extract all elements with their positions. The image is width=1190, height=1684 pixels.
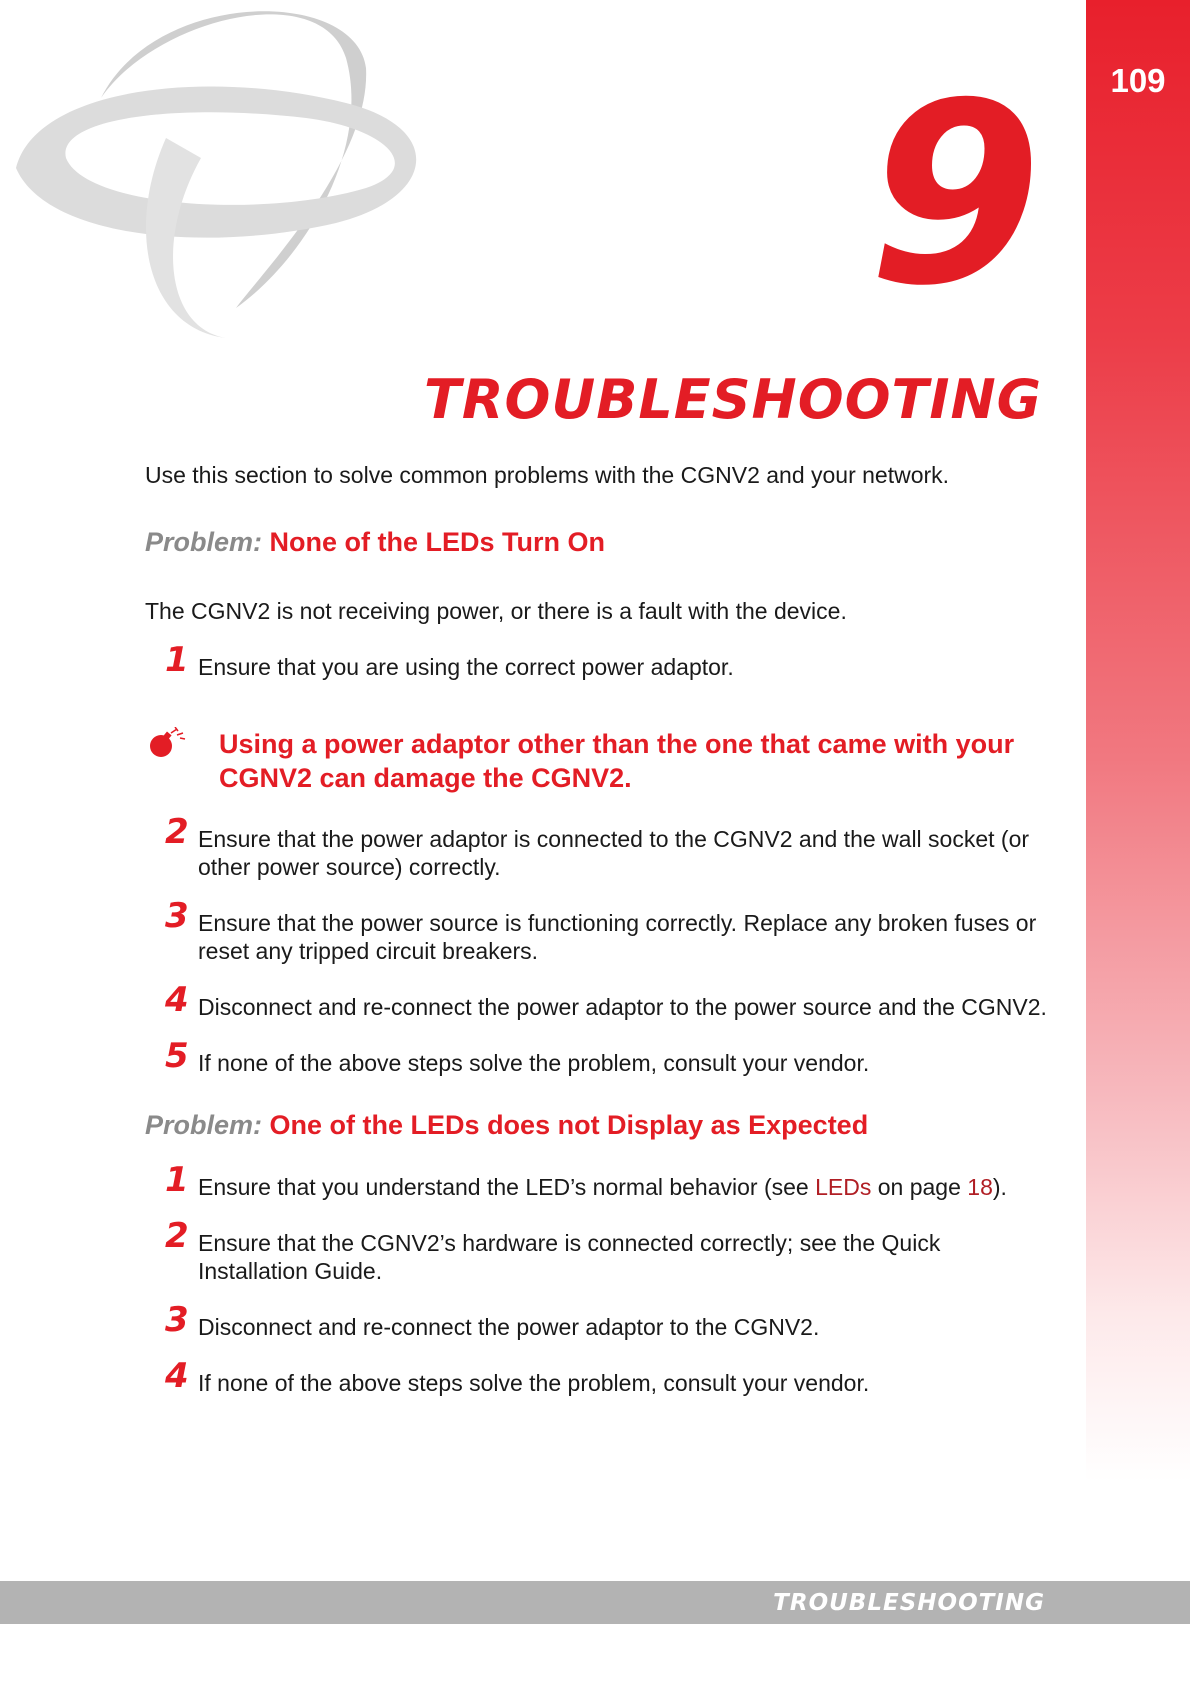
chapter-title: TROUBLESHOOTING (424, 368, 1042, 431)
step-item (145, 1356, 1050, 1397)
problem-title: None of the LEDs Turn On (269, 527, 606, 557)
leds-link[interactable]: LEDs (815, 1174, 872, 1200)
step-number: 1 (165, 640, 189, 680)
page-content (145, 462, 1050, 1397)
step-item (145, 812, 1050, 881)
page-18-link[interactable]: 18 (967, 1174, 993, 1200)
problem-description: The CGNV2 is not receiving power, or there is a fault with the device. (145, 598, 847, 624)
step-item (145, 640, 1050, 681)
step-text-prefix: Ensure that you understand the LED’s normal behavior (see (198, 1174, 816, 1200)
side-color-band (1086, 0, 1190, 1684)
step-text (198, 1173, 1050, 1201)
step-item (145, 1300, 1050, 1341)
step-item (145, 980, 1050, 1021)
step-number: 2 (165, 1216, 189, 1256)
step-text: If none of the above steps solve the problem, consult your vendor. (198, 1050, 870, 1076)
step-number: 1 (165, 1160, 189, 1200)
globe-logo-icon (6, 8, 446, 368)
problem-label: Problem: (145, 527, 263, 557)
step-item (145, 1216, 1050, 1285)
step-number: 2 (165, 812, 189, 852)
step-number: 5 (165, 1036, 189, 1076)
step-number: 3 (165, 896, 189, 936)
warning-text: Using a power adaptor other than the one that came with your CGNV2 can damage the CGNV2. (219, 729, 1015, 793)
step-text: Disconnect and re-connect the power adaptor to the CGNV2. (198, 1314, 820, 1340)
step-text: Ensure that you are using the correct power adaptor. (198, 654, 734, 680)
step-text: If none of the above steps solve the problem, consult your vendor. (198, 1370, 870, 1396)
problem-heading-2 (145, 1110, 1050, 1141)
step-text-suffix: ). (992, 1174, 1007, 1200)
chapter-number: 9 (868, 49, 1042, 340)
step-item (145, 1160, 1050, 1201)
step-text: Ensure that the power adaptor is connected to the CGNV2 and the wall socket (or other power source) correctly. (198, 826, 1030, 880)
step-text: Disconnect and re-connect the power adaptor to the power source and the CGNV2. (198, 994, 1047, 1020)
step-number: 4 (165, 980, 189, 1020)
step-text-middle: on page (871, 1174, 968, 1200)
step-item (145, 896, 1050, 965)
step-number: 4 (165, 1356, 189, 1396)
step-text: Ensure that the CGNV2’s hardware is connected correctly; see the Quick Installation Guide. (198, 1230, 941, 1284)
page-number: 109 (1110, 62, 1166, 99)
problem-label: Problem: (145, 1110, 263, 1140)
step-number: 3 (165, 1300, 189, 1340)
problem-heading-1 (145, 527, 1050, 558)
warning-callout (145, 727, 1050, 795)
footer-chapter-title: TROUBLESHOOTING (773, 1590, 1045, 1616)
step-text: Ensure that the power source is functioning correctly. Replace any broken fuses or reset any tripped circuit breakers. (198, 910, 1037, 964)
problem-title: One of the LEDs does not Display as Expected (269, 1110, 869, 1140)
bomb-warning-icon (147, 727, 187, 759)
step-item (145, 1036, 1050, 1077)
intro-paragraph: Use this section to solve common problems with the CGNV2 and your network. (145, 462, 950, 488)
